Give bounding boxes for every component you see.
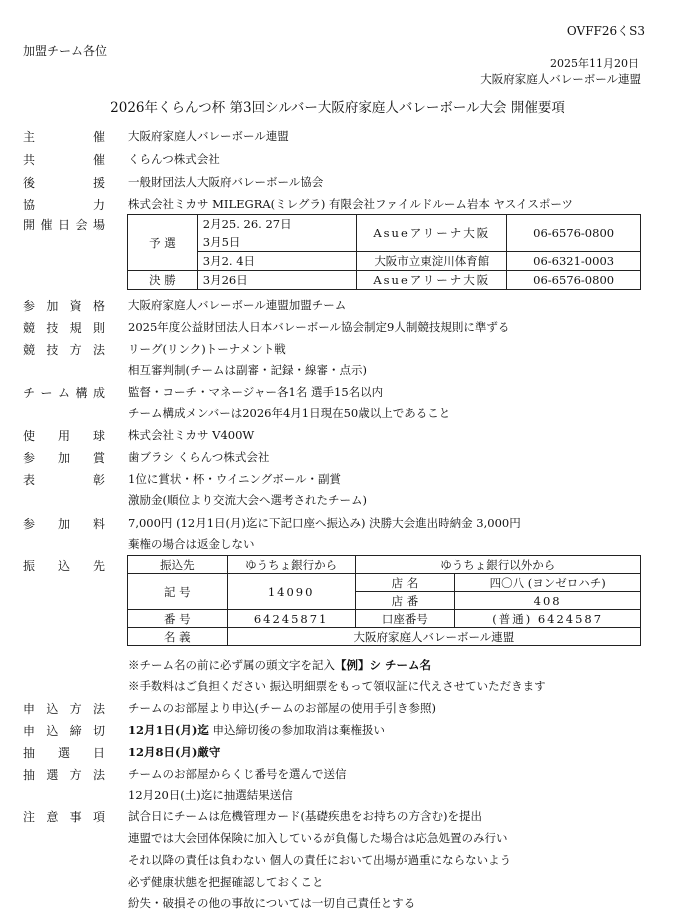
bank-table xyxy=(127,555,641,646)
note-line: 試合日にチームは危機管理カード(基礎疾患をお持ちの方含む)を提出 xyxy=(128,809,482,823)
bank-holder-value: 大阪府家庭人バレーボール連盟 xyxy=(227,628,640,646)
bank-branch-no-label: 店 番 xyxy=(355,592,455,610)
label-char: 後 xyxy=(23,176,36,190)
value-lottery: 12月8日(月)厳守 xyxy=(128,745,221,759)
schedule-venue: Asueアリーナ大阪 xyxy=(357,271,507,290)
value-ball: 株式会社ミカサ V400W xyxy=(128,428,255,442)
label-char: 法 xyxy=(92,702,105,716)
bank-number-value: 64245871 xyxy=(227,610,355,628)
label-team xyxy=(23,384,105,401)
value-deadline xyxy=(128,722,385,738)
label-char: 賞 xyxy=(92,451,105,465)
schedule-date: 3月5日 xyxy=(197,233,357,252)
note-line: 紛失・破損その他の事故については一切自己責任とする xyxy=(128,896,416,910)
label-venue xyxy=(23,216,105,233)
label-char: 先 xyxy=(92,559,105,573)
schedule-phone: 06-6576-0800 xyxy=(507,215,641,252)
value-rules: 2025年度公益財団法人日本バレーボール協会制定9人制競技規則に準ずる xyxy=(128,320,510,334)
label-char: 成 xyxy=(92,386,105,400)
label-char: 表 xyxy=(23,473,36,487)
label-lottery xyxy=(23,744,105,761)
bank-holder-label: 名 義 xyxy=(128,628,228,646)
label-deadline xyxy=(23,722,105,739)
label-char: 締 xyxy=(69,724,82,738)
schedule-table xyxy=(127,214,641,290)
label-char: 技 xyxy=(46,343,59,357)
schedule-phone: 06-6321-0003 xyxy=(507,252,641,271)
label-char: 項 xyxy=(92,810,105,824)
bank-account-label: 口座番号 xyxy=(355,610,455,628)
label-char: 構 xyxy=(75,386,88,400)
value-lottery-method-2: 12月20日(土)迄に抽選結果送信 xyxy=(128,788,293,802)
value-prize: 歯ブラシ くらんつ株式会社 xyxy=(128,450,270,464)
label-char: 参 xyxy=(23,451,36,465)
label-char: 方 xyxy=(69,702,82,716)
value-fee: 7,000円 (12月1日(月)迄に下記口座へ振込み) 決勝大会進出時納金 3,000円 xyxy=(128,516,521,530)
value-sponsor: 大阪府家庭人バレーボール連盟 xyxy=(128,129,289,143)
schedule-venue: Asueアリーナ大阪 xyxy=(357,215,507,252)
label-char: 法 xyxy=(92,768,105,782)
transfer-note-1 xyxy=(128,657,431,673)
label-char: 援 xyxy=(92,176,105,190)
label-award xyxy=(23,471,105,488)
label-char: 規 xyxy=(69,321,82,335)
label-char: 催 xyxy=(92,130,105,144)
label-char: 主 xyxy=(23,130,36,144)
value-team: 監督・コーチ・マネージャー各1名 選手15名以内 xyxy=(128,385,384,399)
label-char: 催 xyxy=(92,153,105,167)
label-cooperation xyxy=(23,196,105,213)
label-char: 力 xyxy=(92,198,105,212)
bank-symbol-label: 記 号 xyxy=(128,574,228,610)
label-char: 会 xyxy=(75,218,88,232)
schedule-date: 3月26日 xyxy=(197,271,357,290)
label-char: 開 xyxy=(23,218,36,232)
label-transfer xyxy=(23,557,105,574)
bank-number-label: 番 号 xyxy=(128,610,228,628)
label-support xyxy=(23,174,105,191)
label-apply xyxy=(23,700,105,717)
label-char: 参 xyxy=(23,517,36,531)
issuing-organization: 大阪府家庭人バレーボール連盟 xyxy=(480,72,641,86)
label-char: 込 xyxy=(46,702,59,716)
label-prize xyxy=(23,449,105,466)
label-char: 方 xyxy=(69,768,82,782)
label-notes xyxy=(23,808,105,825)
value-award: 1位に賞状・杯・ウイニングボール・副賞 xyxy=(128,472,342,486)
label-char: 球 xyxy=(92,429,105,443)
transfer-note-1-example: 【例】シ チーム名 xyxy=(335,658,432,672)
label-char: 意 xyxy=(46,810,59,824)
final-label: 決 勝 xyxy=(128,271,198,290)
label-char: 振 xyxy=(23,559,36,573)
value-apply: チームのお部屋より申込(チームのお部屋の使用手引き参照) xyxy=(128,701,436,715)
document-code: OVFF26くS3 xyxy=(566,24,645,38)
bank-header-dest: 振込先 xyxy=(128,556,228,574)
label-char: 場 xyxy=(92,218,105,232)
label-char: 切 xyxy=(92,724,105,738)
value-support: 一般財団法人大阪府バレーボール協会 xyxy=(128,175,324,189)
label-char: 加 xyxy=(46,299,59,313)
schedule-date: 3月2. 4日 xyxy=(197,252,357,271)
label-char: 共 xyxy=(23,153,36,167)
label-char: 則 xyxy=(92,321,105,335)
label-rules xyxy=(23,319,105,336)
label-char: 込 xyxy=(57,559,70,573)
label-char: 使 xyxy=(23,429,36,443)
bank-account-value: (普通) 6424587 xyxy=(455,610,641,628)
label-char: 事 xyxy=(69,810,82,824)
label-char: チ xyxy=(23,386,36,400)
document-title: 2026年くらんつ杯 第3回シルバー大阪府家庭人バレーボール大会 開催要項 xyxy=(110,100,565,116)
schedule-phone: 06-6576-0800 xyxy=(507,271,641,290)
label-fee xyxy=(23,515,105,532)
label-char: ム xyxy=(57,386,70,400)
value-team-2: チーム構成メンバーは2026年4月1日現在50歳以上であること xyxy=(128,406,451,420)
label-char: 法 xyxy=(92,343,105,357)
note-line: 必ず健康状態を把握確認しておくこと xyxy=(128,875,324,889)
label-char: 用 xyxy=(57,429,70,443)
bank-branch-no-value: 408 xyxy=(455,592,641,610)
label-char: 参 xyxy=(23,299,36,313)
label-eligibility xyxy=(23,297,105,314)
schedule-venue: 大阪市立東淀川体育館 xyxy=(357,252,507,271)
label-char: 競 xyxy=(23,343,36,357)
label-char: 料 xyxy=(92,517,105,531)
label-char: 抽 xyxy=(23,768,36,782)
value-eligibility: 大阪府家庭人バレーボール連盟加盟チーム xyxy=(128,298,347,312)
label-char: 加 xyxy=(57,451,70,465)
issue-date: 2025年11月20日 xyxy=(550,57,639,70)
label-char: 込 xyxy=(46,724,59,738)
value-cooperation: 株式会社ミカサ MILEGRA(ミレグラ) 有限会社ファイルドルーム岩本 ヤスイスポーツ xyxy=(128,197,573,211)
label-char: 方 xyxy=(69,343,82,357)
label-char: 申 xyxy=(23,724,36,738)
transfer-note-1-text: ※チーム名の前に必ず属の頭文字を記入 xyxy=(128,658,335,672)
label-sponsor xyxy=(23,128,105,145)
label-char: 彰 xyxy=(92,473,105,487)
bank-header-yucho: ゆうちょ銀行から xyxy=(227,556,355,574)
label-char: 資 xyxy=(69,299,82,313)
note-line: それ以降の責任は負わない 個人の責任において出場が過重にならないよう xyxy=(128,853,512,867)
label-char: 選 xyxy=(57,746,70,760)
value-method: リーグ(リンク)トーナメント戦 xyxy=(128,342,286,356)
value-lottery-method: チームのお部屋からくじ番号を選んで送信 xyxy=(128,767,347,781)
label-char: 格 xyxy=(92,299,105,313)
label-char: ー xyxy=(40,386,53,400)
bank-branch-name-label: 店 名 xyxy=(355,574,455,592)
schedule-date: 2月25. 26. 27日 xyxy=(197,215,357,234)
label-char: 選 xyxy=(46,768,59,782)
label-char: 注 xyxy=(23,810,36,824)
label-ball xyxy=(23,427,105,444)
label-char: 協 xyxy=(23,198,36,212)
bank-branch-name-value: 四〇八 (ヨンゼロハチ) xyxy=(455,574,641,592)
note-line: 連盟では大会団体保険に加入しているが負傷した場合は応急処置のみ行い xyxy=(128,831,508,845)
label-char: 日 xyxy=(57,218,70,232)
value-fee-2: 棄権の場合は返金しない xyxy=(128,537,255,551)
label-char: 催 xyxy=(40,218,53,232)
label-lottery-method xyxy=(23,766,105,783)
bank-symbol-value: 14090 xyxy=(227,574,355,610)
label-cosponsor xyxy=(23,151,105,168)
addressee: 加盟チーム各位 xyxy=(23,44,108,58)
value-method-2: 相互審判制(チームは副審・記録・線審・点示) xyxy=(128,363,367,377)
transfer-note-2: ※手数料はご負担ください 振込明細票をもって領収証に代えさせていただきます xyxy=(128,679,546,693)
label-char: 抽 xyxy=(23,746,36,760)
label-char: 加 xyxy=(57,517,70,531)
deadline-note: 申込締切後の参加取消は棄権扱い xyxy=(208,723,386,737)
value-cosponsor: くらんつ株式会社 xyxy=(128,152,220,166)
label-char: 技 xyxy=(46,321,59,335)
value-award-2: 激励金(順位より交流大会へ選考されたチーム) xyxy=(128,493,367,507)
label-method xyxy=(23,341,105,358)
deadline-date: 12月1日(月)迄 xyxy=(128,723,209,737)
label-char: 競 xyxy=(23,321,36,335)
label-char: 申 xyxy=(23,702,36,716)
bank-header-other: ゆうちょ銀行以外から xyxy=(355,556,640,574)
label-char: 日 xyxy=(92,746,105,760)
prelim-label: 予 選 xyxy=(128,215,198,271)
